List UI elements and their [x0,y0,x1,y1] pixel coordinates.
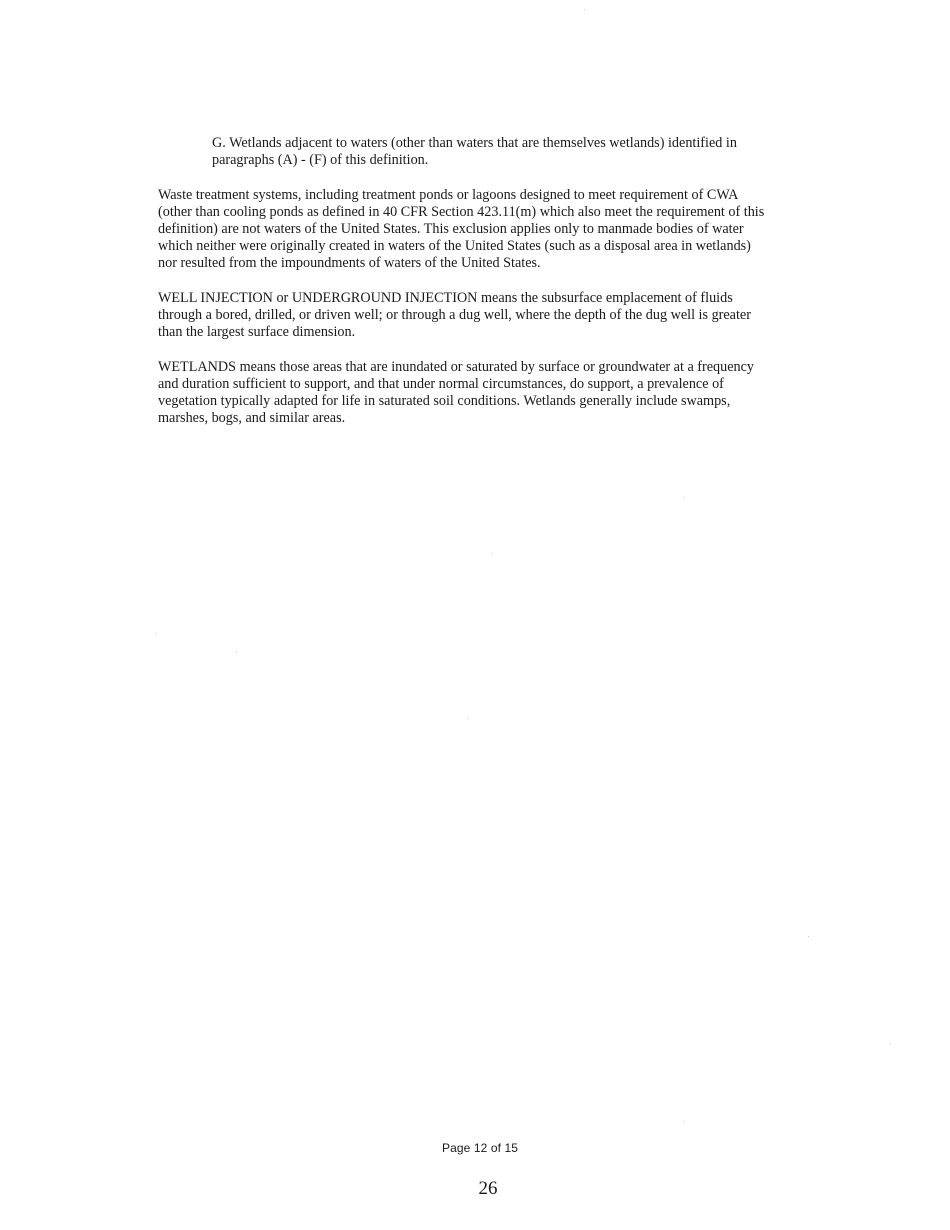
page-count-text: Page 12 of 15 [441,1141,519,1155]
paragraph-wetlands-definition [158,359,754,427]
text-line: (other than cooling ponds as defined in 40 CFR Section 423.11(m) which also meet the requirement of this [158,204,765,220]
paragraph-wetlands-adjacent [212,135,737,169]
text-line: marshes, bogs, and similar areas. [158,410,346,426]
text-line: and duration sufficient to support, and that under normal circumstances, do support, a prevalence of [158,376,724,392]
text-line: definition) are not waters of the United States. This exclusion applies only to manmade bodies of water [158,221,744,237]
scan-speck [890,1043,891,1044]
scan-speck [584,9,585,10]
page-number [0,1178,950,1200]
paragraph-waste-treatment [158,187,764,272]
scan-speck [808,936,809,937]
text-line: through a bored, drilled, or driven well; or through a dug well, where the depth of the dug well is greater [158,307,751,323]
text-line: Waste treatment systems, including treatment ponds or lagoons designed to meet requirement of CWA [158,187,739,203]
text-line: than the largest surface dimension. [158,324,356,340]
scan-speck [236,652,237,653]
text-line: vegetation typically adapted for life in saturated soil conditions. Wetlands generally include swamps, [158,393,731,409]
scan-speck [683,1121,684,1122]
text-line: which neither were originally created in waters of the United States (such as a disposal area in wetlands) [158,238,751,254]
scan-speck [683,497,684,498]
page-number-text: 26 [478,1178,498,1199]
scan-speck [491,553,492,554]
paragraph-well-injection [158,290,751,341]
text-line: G. Wetlands adjacent to waters (other than waters that are themselves wetlands) identified in [212,135,737,151]
text-line: nor resulted from the impoundments of waters of the United States. [158,255,541,271]
text-line: WELL INJECTION or UNDERGROUND INJECTION means the subsurface emplacement of fluids [158,290,733,306]
text-line: WETLANDS means those areas that are inundated or saturated by surface or groundwater at a frequency [158,359,755,375]
scan-speck [155,633,156,634]
text-line: paragraphs (A) - (F) of this definition. [212,152,429,168]
page-count-label [0,1141,950,1155]
scan-speck [468,718,469,719]
